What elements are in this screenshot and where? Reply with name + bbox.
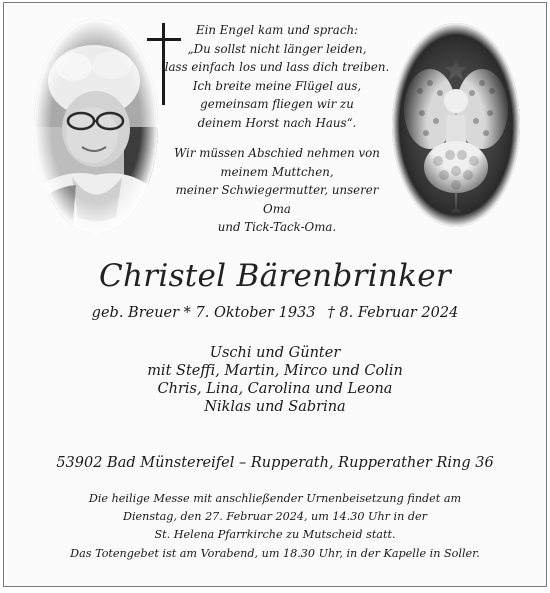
service-line: Das Totengebet ist am Vorabend, um 18.30 Uhr, in der Kapelle in Soller. [70,546,480,560]
mourners-line: Chris, Lina, Carolina und Leona [157,381,393,397]
poem-line: lass einfach los und lass dich treiben. [164,60,390,74]
death-info: † 8. Februar 2024 [327,305,459,321]
angel-ornament-photo [390,21,522,229]
farewell-line: meiner Schwiegermutter, unserer Oma [175,183,379,216]
deceased-name: Christel Bärenbrinker [98,258,452,294]
service-line: Dienstag, den 27. Februar 2024, um 14.30 Uhr in der [122,510,428,524]
service-line: St. Helena Pfarrkirche zu Mutscheid statt. [154,528,396,542]
farewell-line: meinem Muttchen, [220,164,334,179]
mourners-line: Uschi und Günter [209,345,341,361]
poem-line: gemeinsam fliegen wir zu [200,97,354,111]
portrait-photo [32,17,160,235]
poem-line: Ein Engel kam und sprach: [195,23,359,37]
birth-info: geb. Breuer * 7. Oktober 1933 [91,305,316,321]
poem-line: deinem Horst nach Haus“. [197,115,357,130]
mourners-line: mit Steffi, Martin, Mirco und Colin [147,363,403,379]
farewell-line: Wir müssen Abschied nehmen von [174,146,380,160]
service-line: Die heilige Messe mit anschließender Urnenbeisetzung findet am [88,492,462,505]
life-dates [4,305,546,321]
mourners-list [4,344,546,416]
farewell-line: und Tick-Tack-Oma. [217,220,337,234]
poem-line: „Du sollst nicht länger leiden, [187,41,367,56]
obituary-notice [3,2,547,587]
service-info [4,490,546,563]
poem-text [164,21,390,237]
mourners-line: Niklas und Sabrina [204,399,346,415]
family-address: 53902 Bad Münstereifel – Rupperath, Rupperather Ring 36 [56,455,494,471]
poem-line: Ich breite meine Flügel aus, [192,78,362,93]
